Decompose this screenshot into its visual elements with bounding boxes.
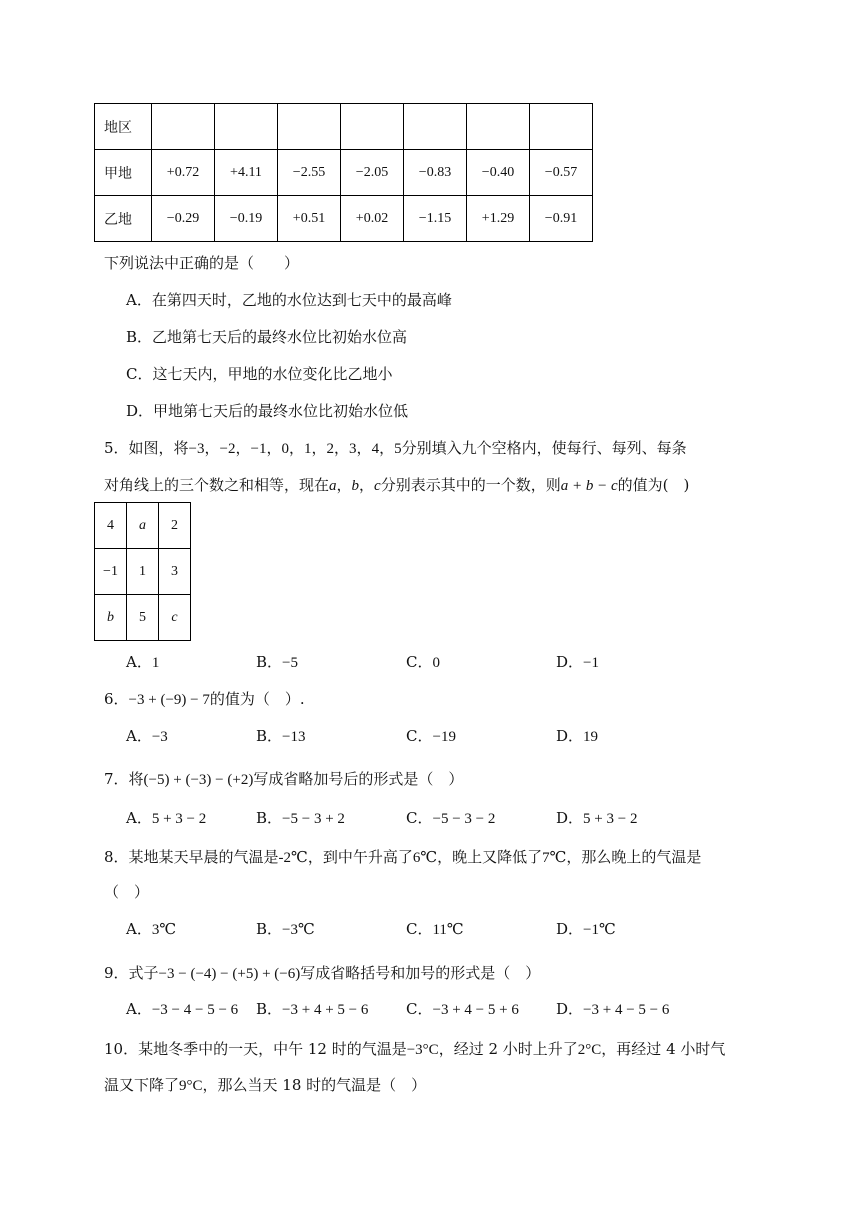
question-text: 温又下降了: [104, 1076, 180, 1094]
variable: a: [329, 478, 337, 494]
option-value: −3 + 4 − 5 + 6: [432, 1002, 519, 1018]
table-cell: −0.19: [215, 196, 278, 242]
option-label: D．: [556, 653, 584, 671]
question-text: 写成省略括号和加号的形式是（ ）: [300, 964, 541, 982]
table-cell: +0.51: [278, 196, 341, 242]
option-b[interactable]: [256, 998, 368, 1019]
temperature: 7℃: [542, 850, 567, 866]
option-d[interactable]: D．甲地第七天后的最终水位比初始水位低: [126, 402, 409, 420]
table-header-cell: [404, 104, 467, 150]
temperature: -2℃: [278, 850, 308, 866]
grid-cell: 1: [127, 549, 159, 595]
option-value: −1: [583, 655, 599, 671]
table-header-cell: 地区: [95, 104, 152, 150]
number: −1: [250, 441, 267, 457]
table-cell: −2.05: [341, 150, 404, 196]
table-header-cell: [530, 104, 593, 150]
option-value: −3 + 4 − 5 − 6: [583, 1002, 670, 1018]
separator: ，: [289, 439, 305, 457]
option-d[interactable]: [556, 918, 616, 939]
number: 0: [281, 441, 289, 457]
question-7: [104, 768, 463, 789]
option-label: D．: [556, 1000, 584, 1018]
option-value: 5 + 3 − 2: [151, 811, 207, 827]
separator: ，: [311, 439, 327, 457]
grid-cell: c: [159, 595, 191, 641]
question-8-line-1: [104, 846, 701, 867]
option-b[interactable]: [256, 918, 315, 939]
grid-cell: 4: [95, 503, 127, 549]
table-cell: −0.57: [530, 150, 593, 196]
table-header-cell: [278, 104, 341, 150]
option-label: A．: [126, 809, 152, 827]
table-row: [95, 503, 191, 549]
separator: ，: [334, 439, 350, 457]
option-label: A．: [126, 653, 152, 671]
option-value: −1℃: [583, 922, 616, 938]
question-text: 5．如图，将: [104, 439, 189, 457]
number: −2: [219, 441, 236, 457]
table-cell: +4.11: [215, 150, 278, 196]
question-9: [104, 962, 540, 983]
option-d[interactable]: [556, 651, 599, 672]
option-c[interactable]: C．这七天内，甲地的水位变化比乙地小: [126, 365, 393, 383]
number: 1: [304, 441, 312, 457]
option-a[interactable]: A．在第四天时，乙地的水位达到七天中的最高峰: [126, 291, 452, 309]
temperature: 2°C: [577, 1042, 602, 1058]
variable: c: [374, 478, 381, 494]
separator: ，: [359, 476, 375, 494]
row-label: 乙地: [95, 196, 152, 242]
option-c[interactable]: [406, 807, 495, 828]
option-a[interactable]: [126, 725, 168, 746]
option-value: −5: [282, 655, 298, 671]
expression: a + b − c: [560, 478, 618, 494]
separator: ，: [336, 476, 352, 494]
table-header-cell: [467, 104, 530, 150]
option-value: 11℃: [432, 922, 464, 938]
option-label: D．: [556, 920, 584, 938]
table-cell: −0.40: [467, 150, 530, 196]
question-text: ，那么晚上的气温是: [566, 848, 702, 866]
question-5-line-1: [104, 437, 687, 458]
option-label: C．: [406, 809, 433, 827]
separator: ，: [266, 439, 282, 457]
question-10-line-1: [104, 1038, 725, 1059]
question-text: ，经过 2 小时上升了: [438, 1040, 578, 1058]
option-c[interactable]: [406, 725, 456, 746]
option-label: C．: [406, 920, 433, 938]
option-c[interactable]: [406, 651, 440, 672]
option-a[interactable]: [126, 651, 159, 672]
option-label: B．: [256, 920, 283, 938]
option-label: D．: [556, 727, 584, 745]
question-text: 写成省略加号后的形式是（ ）: [253, 770, 464, 788]
option-label: B．: [256, 653, 283, 671]
option-value: −3: [151, 729, 168, 745]
option-d[interactable]: [556, 998, 669, 1019]
expression: −3 − (−4) − (+5) + (−6): [158, 966, 301, 982]
option-value: −3℃: [282, 922, 315, 938]
question-text: 8．某地某天早晨的气温是: [104, 848, 279, 866]
question-text: ，再经过 4 小时气: [601, 1040, 726, 1058]
option-b[interactable]: [256, 651, 298, 672]
option-label: D．: [556, 809, 584, 827]
option-label: A．: [126, 727, 152, 745]
grid-cell: −1: [95, 549, 127, 595]
magic-square-grid: [94, 502, 191, 641]
option-value: −13: [282, 729, 306, 745]
option-b[interactable]: B．乙地第七天后的最终水位比初始水位高: [126, 328, 408, 346]
table-cell: +0.02: [341, 196, 404, 242]
grid-cell: b: [95, 595, 127, 641]
table-cell: −2.55: [278, 150, 341, 196]
question-number: 6．: [104, 690, 129, 708]
option-label: B．: [256, 1000, 283, 1018]
option-d[interactable]: [556, 807, 637, 828]
separator: ，: [204, 439, 220, 457]
option-label: C．: [406, 653, 433, 671]
option-a[interactable]: [126, 807, 206, 828]
option-b[interactable]: [256, 725, 306, 746]
number: 5: [394, 441, 402, 457]
table-cell: +1.29: [467, 196, 530, 242]
option-label: C．: [406, 1000, 433, 1018]
question-text: ，那么当天 18 时的气温是（ ）: [202, 1076, 427, 1094]
option-value: 5 + 3 − 2: [583, 811, 638, 827]
row-label: 甲地: [95, 150, 152, 196]
expression: −3 + (−9) − 7: [128, 692, 210, 708]
table-row: [95, 549, 191, 595]
question-text: 的值为（ ）.: [209, 690, 305, 708]
separator: ，: [235, 439, 251, 457]
option-value: −19: [432, 729, 456, 745]
option-value: 0: [432, 655, 440, 671]
table-cell: −0.83: [404, 150, 467, 196]
option-label: A．: [126, 920, 152, 938]
question-5-line-2: [104, 474, 689, 495]
temperature: 9°C: [179, 1078, 203, 1094]
water-level-table: [94, 103, 593, 242]
table-cell: −0.91: [530, 196, 593, 242]
grid-cell: 2: [159, 503, 191, 549]
option-label: C．: [406, 727, 433, 745]
number: 4: [371, 441, 380, 457]
variable: b: [351, 478, 360, 494]
option-a[interactable]: [126, 918, 176, 939]
option-value: −5 − 3 + 2: [282, 811, 345, 827]
table-header-cell: [341, 104, 404, 150]
number: 2: [326, 441, 335, 457]
question-text: ，晚上又降低了: [437, 848, 543, 866]
option-value: 19: [583, 729, 599, 745]
expression: (−5) + (−3) − (+2): [143, 772, 254, 788]
option-value: 3℃: [151, 922, 177, 938]
option-b[interactable]: [256, 807, 345, 828]
table-header-cell: [215, 104, 278, 150]
option-value: −3 − 4 − 5 − 6: [151, 1002, 239, 1018]
question-8-line-2: （ ）: [104, 883, 150, 901]
question-text: 7．将: [104, 770, 144, 788]
grid-cell: 3: [159, 549, 191, 595]
separator: ，: [379, 439, 395, 457]
option-value: 1: [151, 655, 160, 671]
option-label: B．: [256, 809, 283, 827]
question-text: 分别表示其中的一个数，则: [380, 476, 561, 494]
option-c[interactable]: [406, 918, 464, 939]
option-a[interactable]: [126, 998, 238, 1019]
question-text: 的值为( ): [617, 476, 690, 494]
table-row: [95, 196, 593, 242]
table-row: [95, 104, 593, 150]
grid-cell: 5: [127, 595, 159, 641]
question-text: 对角线上的三个数之和相等，现在: [104, 476, 330, 494]
question-text: ，到中午升高了: [307, 848, 413, 866]
grid-cell: a: [127, 503, 159, 549]
question-text: 分别填入九个空格内，使每行、每列、每条: [401, 439, 687, 457]
table-row: [95, 150, 593, 196]
table-cell: −0.29: [152, 196, 215, 242]
question-prompt: 下列说法中正确的是（ ）: [104, 254, 300, 272]
question-10-line-2: [104, 1074, 426, 1095]
option-c[interactable]: [406, 998, 519, 1019]
table-cell: −1.15: [404, 196, 467, 242]
option-label: A．: [126, 1000, 152, 1018]
option-d[interactable]: [556, 725, 598, 746]
temperature: 6℃: [412, 850, 438, 866]
number: −3: [188, 441, 205, 457]
option-value: −5 − 3 − 2: [432, 811, 496, 827]
question-text: 9．式子: [104, 964, 159, 982]
temperature: −3°C: [406, 1042, 439, 1058]
table-header-cell: [152, 104, 215, 150]
table-row: [95, 595, 191, 641]
option-value: −3 + 4 + 5 − 6: [282, 1002, 369, 1018]
separator: ，: [356, 439, 372, 457]
option-label: B．: [256, 727, 283, 745]
table-cell: +0.72: [152, 150, 215, 196]
question-text: 10．某地冬季中的一天，中午 12 时的气温是: [104, 1040, 407, 1058]
question-6: [104, 688, 305, 709]
number: 3: [349, 441, 357, 457]
